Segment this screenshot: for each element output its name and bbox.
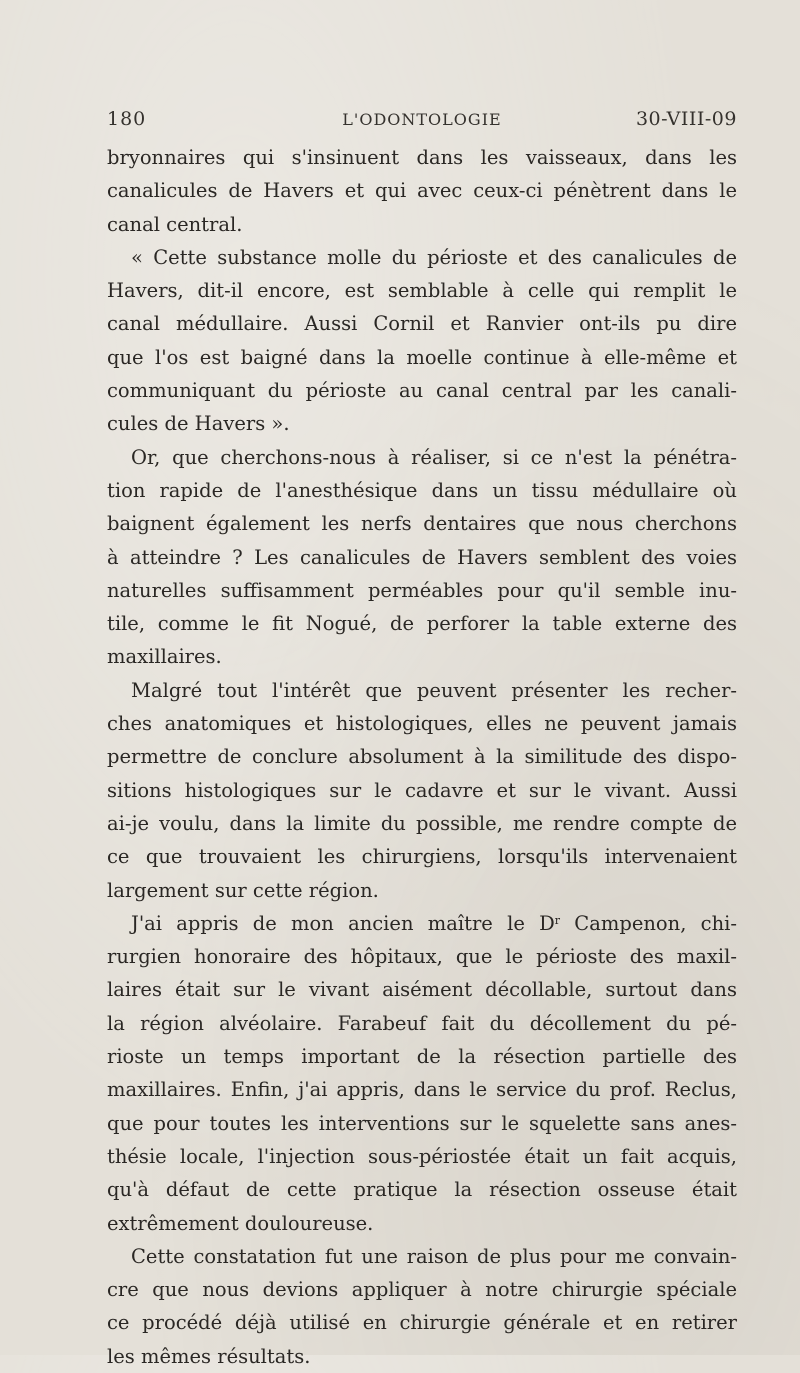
text-line: ce procédé déjà utilisé en chirurgie générale et en retirer xyxy=(107,1311,737,1335)
journal-title: L'ODONTOLOGIE xyxy=(342,110,502,129)
text-line: Cette constatation fut une raison de plus pour me convain- xyxy=(131,1244,737,1268)
text-line: à atteindre ? Les canalicules de Havers semblent des voies xyxy=(107,545,737,569)
text-line: laires était sur le vivant aisément décollable, surtout dans xyxy=(107,978,737,1002)
text-line: rioste un temps important de la résection partielle des xyxy=(107,1045,737,1069)
text-line: « Cette substance molle du périoste et des canalicules de xyxy=(131,245,737,269)
text-line: sitions histologiques sur le cadavre et sur le vivant. Aussi xyxy=(107,778,737,802)
text-line: Or, que cherchons-nous à réaliser, si ce n'est la pénétra- xyxy=(131,445,737,469)
text-line: canal médullaire. Aussi Cornil et Ranvier ont-ils pu dire xyxy=(107,312,737,336)
line-part: Campenon, chi- xyxy=(560,911,737,935)
text-line: tion rapide de l'anesthésique dans un tissu médullaire où xyxy=(107,478,737,502)
text-line: ai-je voulu, dans la limite du possible, me rendre compte de xyxy=(107,811,737,835)
text-line: canal central. xyxy=(107,212,243,236)
page-number: 180 xyxy=(107,108,147,130)
text-line: Havers, dit-il encore, est semblable à celle qui remplit le xyxy=(107,279,737,303)
text-line: cre que nous devions appliquer à notre chirurgie spéciale xyxy=(107,1278,737,1302)
text-line: naturelles suffisamment perméables pour qu'il semble inu- xyxy=(107,578,737,602)
superscript: r xyxy=(554,913,561,927)
text-line: baignent également les nerfs dentaires que nous cherchons xyxy=(107,512,737,536)
text-line: ches anatomiques et histologiques, elles ne peuvent jamais xyxy=(107,712,737,736)
text-line: extrêmement douloureuse. xyxy=(107,1211,374,1235)
text-line: largement sur cette région. xyxy=(107,878,379,902)
text-line: maxillaires. Enfin, j'ai appris, dans le service du prof. Reclus, xyxy=(107,1078,737,1102)
text-line: qu'à défaut de cette pratique la résection osseuse était xyxy=(107,1178,737,1202)
running-head xyxy=(107,108,737,138)
text-line: bryonnaires qui s'insinuent dans les vaisseaux, dans les xyxy=(107,146,737,169)
text-line: permettre de conclure absolument à la similitude des dispo- xyxy=(107,745,737,769)
text-line: cules de Havers ». xyxy=(107,412,290,436)
text-line: canalicules de Havers et qui avec ceux-ci pénètrent dans le xyxy=(107,179,737,203)
body-text xyxy=(107,141,737,1373)
text-line: que l'os est baigné dans la moelle continue à elle-même et xyxy=(107,345,737,369)
line-part: J'ai appris de mon ancien maître le D xyxy=(131,911,555,935)
text-line: maxillaires. xyxy=(107,645,222,669)
text-line-with-superscript xyxy=(107,907,737,940)
text-line: tile, comme le fit Nogué, de perforer la table externe des xyxy=(107,612,737,636)
text-line: la région alvéolaire. Farabeuf fait du décollement du pé- xyxy=(107,1011,737,1035)
issue-date: 30-VIII-09 xyxy=(635,108,737,130)
text-line: ce que trouvaient les chirurgiens, lorsqu'ils intervenaient xyxy=(107,845,737,869)
text-line: les mêmes résultats. xyxy=(107,1344,311,1368)
text-line: communiquant du périoste au canal central par les canali- xyxy=(107,379,737,403)
text-line: rurgien honoraire des hôpitaux, que le périoste des maxil- xyxy=(107,945,737,969)
text-line: thésie locale, l'injection sous-périostée était un fait acquis, xyxy=(107,1144,737,1168)
text-line: Malgré tout l'intérêt que peuvent présenter les recher- xyxy=(131,678,737,702)
text-line: que pour toutes les interventions sur le squelette sans anes- xyxy=(107,1111,737,1135)
